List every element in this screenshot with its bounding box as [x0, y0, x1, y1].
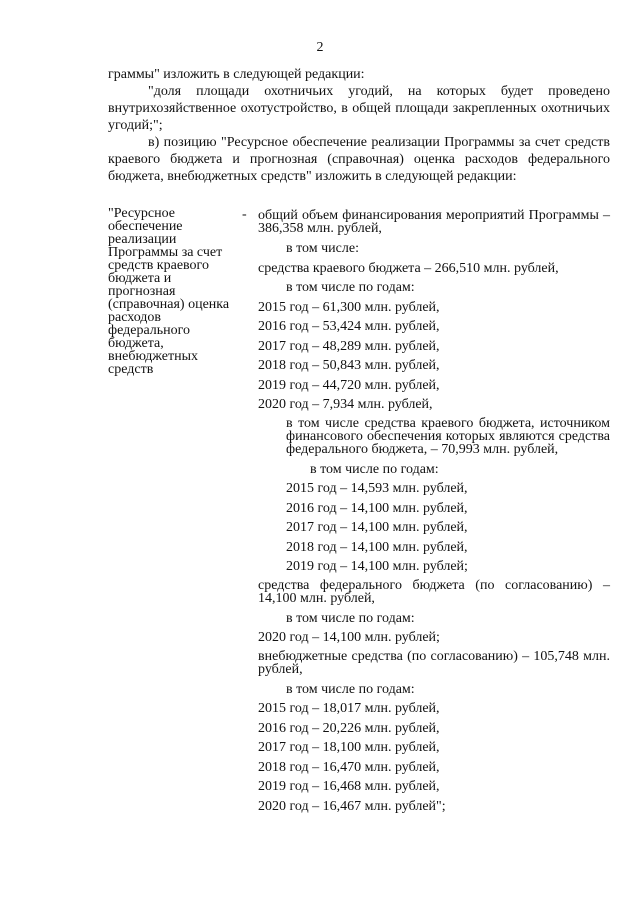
- year-line: 2015 год – 61,300 млн. рублей,: [258, 299, 440, 315]
- year-line: 2016 год – 20,226 млн. рублей,: [258, 720, 440, 736]
- intro-line: граммы" изложить в следующей редакции:: [108, 67, 365, 82]
- intro-block: [108, 66, 610, 185]
- year-line: 2016 год – 14,100 млн. рублей,: [286, 500, 468, 516]
- total-line: общий объем финансирования мероприятий Программы – 386,358 млн. рублей,: [258, 208, 610, 236]
- fed-in-kraevoy-by-years: в том числе по годам:: [310, 461, 439, 477]
- year-line: 2017 год – 14,100 млн. рублей,: [286, 520, 468, 535]
- resource-label: "Ресурсное обеспечение реализации Программы за счет средств краевого бюджета и прогнозная (справочная) оценка расходов федерального бюджета, внебюджетных средств: [108, 206, 230, 377]
- year-line: 2018 год – 50,843 млн. рублей,: [258, 358, 440, 373]
- year-line: 2018 год – 16,470 млн. рублей,: [258, 759, 440, 775]
- year-line: 2016 год – 53,424 млн. рублей,: [258, 319, 440, 334]
- incl-line: в том числе:: [286, 241, 359, 256]
- year-line: 2019 год – 14,100 млн. рублей;: [286, 559, 468, 574]
- year-line: 2017 год – 18,100 млн. рублей,: [258, 740, 440, 755]
- kraevoy-by-years: в том числе по годам:: [286, 280, 415, 295]
- year-line: 2017 год – 48,289 млн. рублей,: [258, 338, 440, 354]
- year-line: 2020 год – 7,934 млн. рублей,: [258, 397, 433, 412]
- page-number: 2: [316, 40, 324, 55]
- federal-line: средства федерального бюджета (по согласованию) – 14,100 млн. рублей,: [258, 577, 610, 606]
- intro-item-v: в) позицию "Ресурсное обеспечение реализации Программы за счет средств краевого бюджета и прогнозная (справочная) оценка расходов федерального бюджета, внебюджетных средств" изложить в следующей редакции:: [108, 135, 610, 184]
- kraevoy-line: средства краевого бюджета – 266,510 млн. рублей,: [258, 260, 559, 276]
- resource-values: [258, 207, 610, 816]
- year-line: 2020 год – 14,100 млн. рублей;: [258, 630, 440, 645]
- fed-in-kraevoy-line: в том числе средства краевого бюджета, источником финансового обеспечения которых являются средства федерального бюджета, – 70,993 млн. рублей,: [286, 415, 610, 457]
- extra-line: внебюджетные средства (по согласованию) – 105,748 млн. рублей,: [258, 648, 610, 677]
- year-line: 2019 год – 44,720 млн. рублей,: [258, 377, 440, 393]
- dash-separator: -: [242, 207, 247, 222]
- extra-by-years: в том числе по годам:: [286, 681, 415, 697]
- intro-quote: "доля площади охотничьих угодий, на которых будет проведено внутрихозяйственное охотустройство, в общей площади закрепленных охотничьих угодий;";: [108, 84, 610, 133]
- year-line: 2015 год – 14,593 млн. рублей,: [286, 481, 468, 496]
- year-line: 2020 год – 16,467 млн. рублей";: [258, 798, 446, 814]
- federal-by-years: в том числе по годам:: [286, 610, 415, 626]
- year-line: 2018 год – 14,100 млн. рублей,: [286, 539, 468, 555]
- year-line: 2019 год – 16,468 млн. рублей,: [258, 779, 440, 794]
- year-line: 2015 год – 18,017 млн. рублей,: [258, 701, 440, 716]
